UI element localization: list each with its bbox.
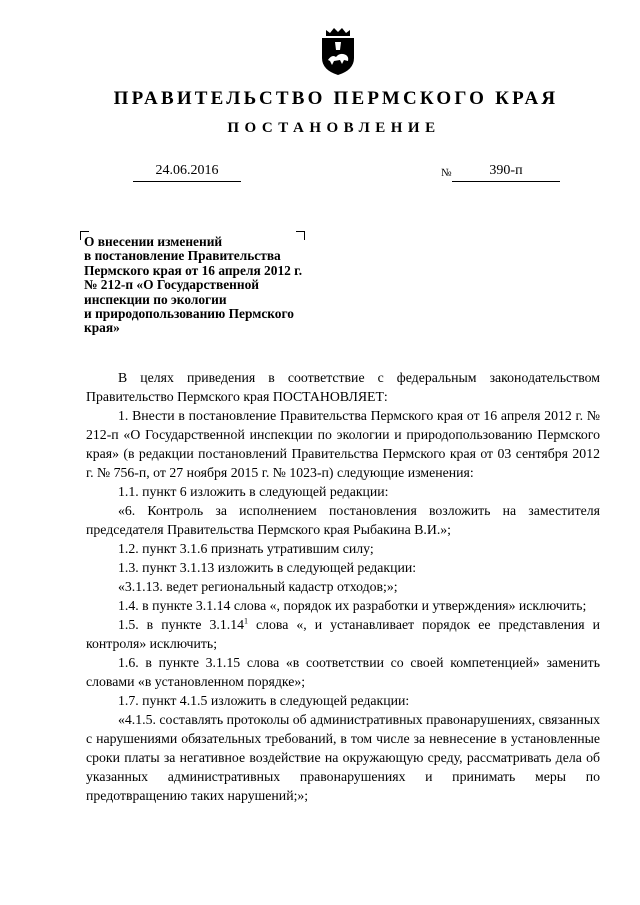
document-subject bbox=[84, 235, 344, 336]
body-paragraph: 1.2. пункт 3.1.6 признать утратившим силу; bbox=[118, 541, 374, 556]
body-paragraph: 1.6. в пункте 3.1.15 слова «в соответствии со своей компетенцией» заменить словами «в установленном порядке»; bbox=[86, 655, 600, 689]
body-paragraph: 1.7. пункт 4.1.5 изложить в следующей редакции: bbox=[118, 693, 410, 708]
body-paragraph: 1.4. в пункте 3.1.14 слова «, порядок их разработки и утверждения» исключить; bbox=[118, 598, 587, 613]
document-body bbox=[86, 368, 600, 805]
body-paragraph: 1.3. пункт 3.1.13 изложить в следующей редакции: bbox=[118, 560, 417, 575]
body-paragraph: «4.1.5. составлять протоколы об административных правонарушениях, связанных с нарушениями обязательных требований, в том числе за невнесение в установленные сроки платы за негативное воздействие на окружающую среду, рассматривать дела об указанных административных правонарушениях и принимать меры по предотвращению таких нарушений;»; bbox=[86, 712, 600, 803]
subject-line: в постановление Правительства bbox=[84, 248, 281, 264]
coat-of-arms-icon bbox=[318, 24, 358, 76]
body-paragraph: «3.1.13. ведет региональный кадастр отходов;»; bbox=[118, 579, 398, 594]
document-type: ПОСТАНОВЛЕНИЕ bbox=[227, 120, 441, 136]
body-paragraph: 1.1. пункт 6 изложить в следующей редакции: bbox=[118, 484, 389, 499]
body-paragraph bbox=[86, 615, 600, 653]
subject-line: инспекции по экологии bbox=[84, 291, 227, 307]
superscript: 1 bbox=[244, 616, 249, 626]
organization-title: ПРАВИТЕЛЬСТВО ПЕРМСКОГО КРАЯ bbox=[113, 88, 559, 109]
document-number: 390-п bbox=[452, 163, 560, 182]
body-text-part: 1.5. в пункте 3.1.14 bbox=[118, 617, 245, 632]
subject-line: и природопользованию Пермского bbox=[84, 306, 294, 322]
body-text-part: слова «, и устанавливает порядок ее представления и контроля» исключить; bbox=[86, 617, 601, 651]
body-paragraph: «6. Контроль за исполнением постановления возложить на заместителя председателя Правительства Пермского края Рыбакина В.И.»; bbox=[86, 503, 600, 537]
subject-line: края» bbox=[84, 320, 120, 336]
subject-line: № 212-п «О Государственной bbox=[84, 277, 259, 293]
subject-line: О внесении изменений bbox=[84, 234, 223, 249]
document-date: 24.06.2016 bbox=[133, 163, 241, 182]
subject-line: Пермского края от 16 апреля 2012 г. bbox=[84, 262, 303, 278]
body-paragraph: В целях приведения в соответствие с федеральным законодательством Правительство Пермского края ПОСТАНОВЛЯЕТ: bbox=[86, 370, 600, 404]
body-paragraph: 1. Внести в постановление Правительства Пермского края от 16 апреля 2012 г. № 212-п «О Государственной инспекции по экологии и природопользованию Пермского края» (в редакции постановлений Правительства Пермского края от 03 сентября 2012 г. № 756-п, от 27 ноября 2015 г. № 1023-п) следующие изменения: bbox=[86, 408, 600, 480]
number-label: № bbox=[441, 167, 452, 179]
